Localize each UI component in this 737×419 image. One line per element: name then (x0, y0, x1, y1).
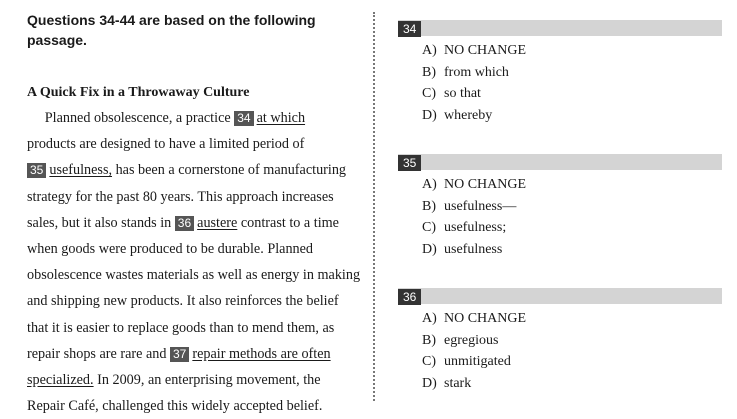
answer-option[interactable] (422, 174, 722, 196)
option-text: egregious (444, 332, 499, 348)
question-marker-37[interactable]: 37 (170, 347, 189, 362)
answer-option[interactable] (422, 62, 722, 84)
question-block-36 (398, 288, 722, 394)
underlined-37[interactable]: repair methods are often (192, 345, 331, 362)
question-header-bar (398, 288, 722, 304)
option-text: NO CHANGE (444, 43, 527, 58)
option-text: from which (444, 64, 509, 80)
option-letter: B) (422, 198, 436, 214)
question-block-34 (398, 20, 722, 126)
option-letter: C) (422, 354, 436, 369)
question-block-35 (398, 154, 722, 260)
passage-column (27, 10, 367, 419)
option-letter: D) (422, 375, 437, 391)
answer-options (422, 174, 722, 260)
passage-line: Repair Café, challenged this widely accepted belief. (27, 398, 323, 415)
question-header-bar (398, 154, 722, 170)
option-text: unmitigated (444, 354, 511, 369)
passage-line: and shipping new products. It also reinforces the belief (27, 293, 339, 310)
option-text: stark (444, 375, 472, 391)
option-letter: A) (422, 311, 437, 326)
passage-line (27, 157, 367, 183)
passage-line: obsolescence wastes materials as well as energy in making (27, 267, 361, 284)
passage-line: strategy for the past 80 years. This approach increases (27, 188, 334, 205)
option-letter: D) (422, 241, 437, 257)
question-marker-34[interactable]: 34 (234, 111, 253, 126)
underlined-34[interactable]: at which (256, 110, 306, 126)
underlined-35[interactable]: usefulness, (49, 162, 113, 179)
passage-text: has been a cornerstone of manufacturing (115, 162, 347, 179)
option-letter: A) (422, 43, 437, 58)
passage-line (27, 341, 367, 367)
option-text: NO CHANGE (444, 311, 527, 326)
answer-option[interactable] (422, 308, 722, 330)
option-text: usefulness (444, 241, 503, 257)
option-letter: C) (422, 220, 436, 235)
passage-text: repair shops are rare and (27, 345, 167, 362)
passage-text: Planned obsolescence, a practice (44, 110, 231, 126)
passage-line (27, 367, 367, 393)
question-header-bar (398, 20, 722, 36)
option-letter: D) (422, 107, 437, 123)
answer-option[interactable] (422, 83, 722, 105)
option-text: usefulness; (444, 220, 507, 235)
answer-option[interactable] (422, 330, 722, 352)
question-number: 36 (398, 289, 421, 305)
option-letter: B) (422, 64, 436, 80)
question-marker-36[interactable]: 36 (175, 216, 194, 231)
option-letter: A) (422, 177, 437, 192)
passage-text: contrast to a time (240, 214, 339, 231)
passage-line: that it is easier to replace goods than to mend them, as (27, 319, 335, 336)
answer-option[interactable] (422, 351, 722, 373)
column-divider (373, 12, 375, 401)
answer-options (422, 308, 722, 394)
underlined-36[interactable]: austere (197, 214, 238, 231)
section-header: Questions 34-44 are based on the following passage. (27, 12, 316, 48)
passage-text: In 2009, an enterprising movement, the (97, 372, 321, 389)
option-text: NO CHANGE (444, 177, 527, 192)
option-letter: B) (422, 332, 436, 348)
question-marker-35[interactable]: 35 (27, 163, 46, 178)
answer-option[interactable] (422, 40, 722, 62)
passage-line (27, 105, 367, 131)
passage-line (27, 210, 367, 236)
passage-line: when goods were produced to be durable. Planned (27, 241, 314, 258)
passage-title: A Quick Fix in a Throwaway Culture (27, 85, 250, 100)
passage-body (27, 105, 367, 419)
option-letter: C) (422, 86, 436, 101)
answer-option[interactable] (422, 239, 722, 261)
passage-text: sales, but it also stands in (27, 214, 172, 231)
option-text: so that (444, 86, 481, 101)
answer-option[interactable] (422, 373, 722, 395)
question-number: 35 (398, 155, 421, 171)
option-text: whereby (444, 107, 493, 123)
answer-option[interactable] (422, 217, 722, 239)
passage-line: products are designed to have a limited period of (27, 136, 305, 153)
answer-option[interactable] (422, 196, 722, 218)
underlined-37b[interactable]: specialized. (27, 372, 94, 389)
answer-options (422, 40, 722, 126)
question-number: 34 (398, 21, 421, 37)
option-text: usefulness— (444, 198, 517, 214)
answer-option[interactable] (422, 105, 722, 127)
